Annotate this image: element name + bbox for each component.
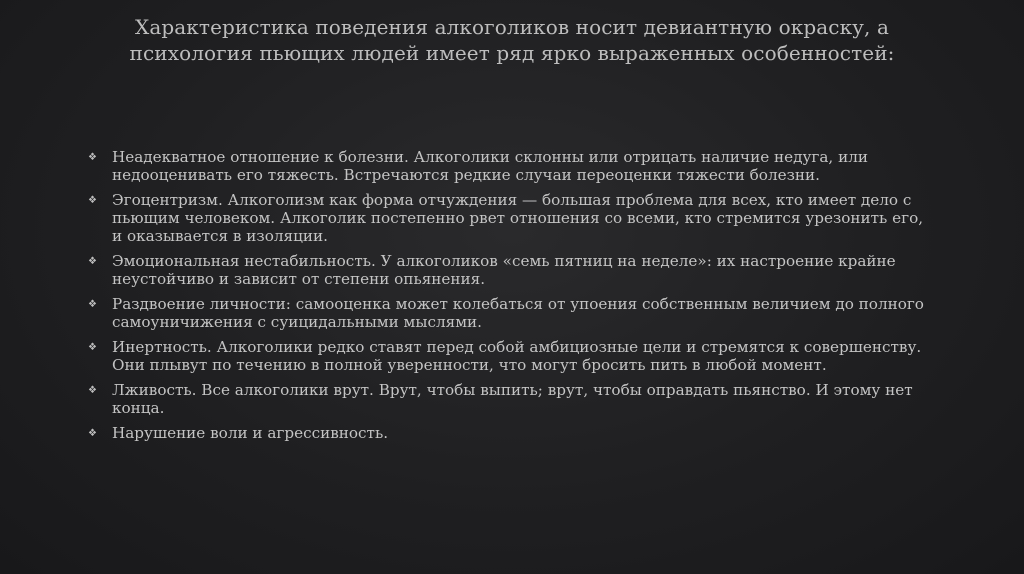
list-item-text: Неадекватное отношение к болезни. Алкоголики склонны или отрицать наличие недуга, или недооценивать его тяжесть. Встречаются редкие случаи переоценки тяжести болезни.	[112, 148, 868, 184]
list-item-text: Нарушение воли и агрессивность.	[112, 424, 389, 442]
list-item-text: Раздвоение личности: самооценка может колебаться от упоения собственным величием до полного самоуничижения с суицидальными мыслями.	[112, 295, 924, 331]
list-item-text: Инертность. Алкоголики редко ставят перед собой амбициозные цели и стремятся к совершенству. Они плывут по течению в полной уверенности, что могут бросить пить в любой момент.	[112, 338, 922, 374]
list-item	[88, 252, 928, 288]
diamond-bullet-icon: ❖	[88, 428, 97, 439]
list-item	[88, 381, 928, 417]
list-item-text: Лживость. Все алкоголики врут. Врут, чтобы выпить; врут, чтобы оправдать пьянство. И этому нет конца.	[112, 381, 913, 417]
diamond-bullet-icon: ❖	[88, 152, 97, 163]
list-item-text: Эмоциональная нестабильность. У алкоголиков «семь пятниц на неделе»: их настроение крайне неустойчиво и зависит от степени опьянения.	[112, 252, 896, 288]
diamond-bullet-icon: ❖	[88, 256, 97, 267]
diamond-bullet-icon: ❖	[88, 342, 97, 353]
slide-title: Характеристика поведения алкоголиков носит девиантную окраску, а психология пьющих людей имеет ряд ярко выраженных особенностей:	[129, 15, 895, 65]
list-item-text: Эгоцентризм. Алкоголизм как форма отчуждения — большая проблема для всех, кто имеет дело с пьющим человеком. Алкоголик постепенно рвет отношения со всеми, кто стремится урезонить его, и оказывается в изоляции.	[112, 191, 924, 245]
list-item	[88, 424, 928, 443]
diamond-bullet-icon: ❖	[88, 195, 97, 206]
list-item	[88, 191, 928, 245]
diamond-bullet-icon: ❖	[88, 299, 97, 310]
list-item	[88, 295, 928, 331]
list-item	[88, 338, 928, 374]
list-item	[88, 148, 928, 184]
bullet-list	[88, 148, 928, 450]
diamond-bullet-icon: ❖	[88, 385, 97, 396]
